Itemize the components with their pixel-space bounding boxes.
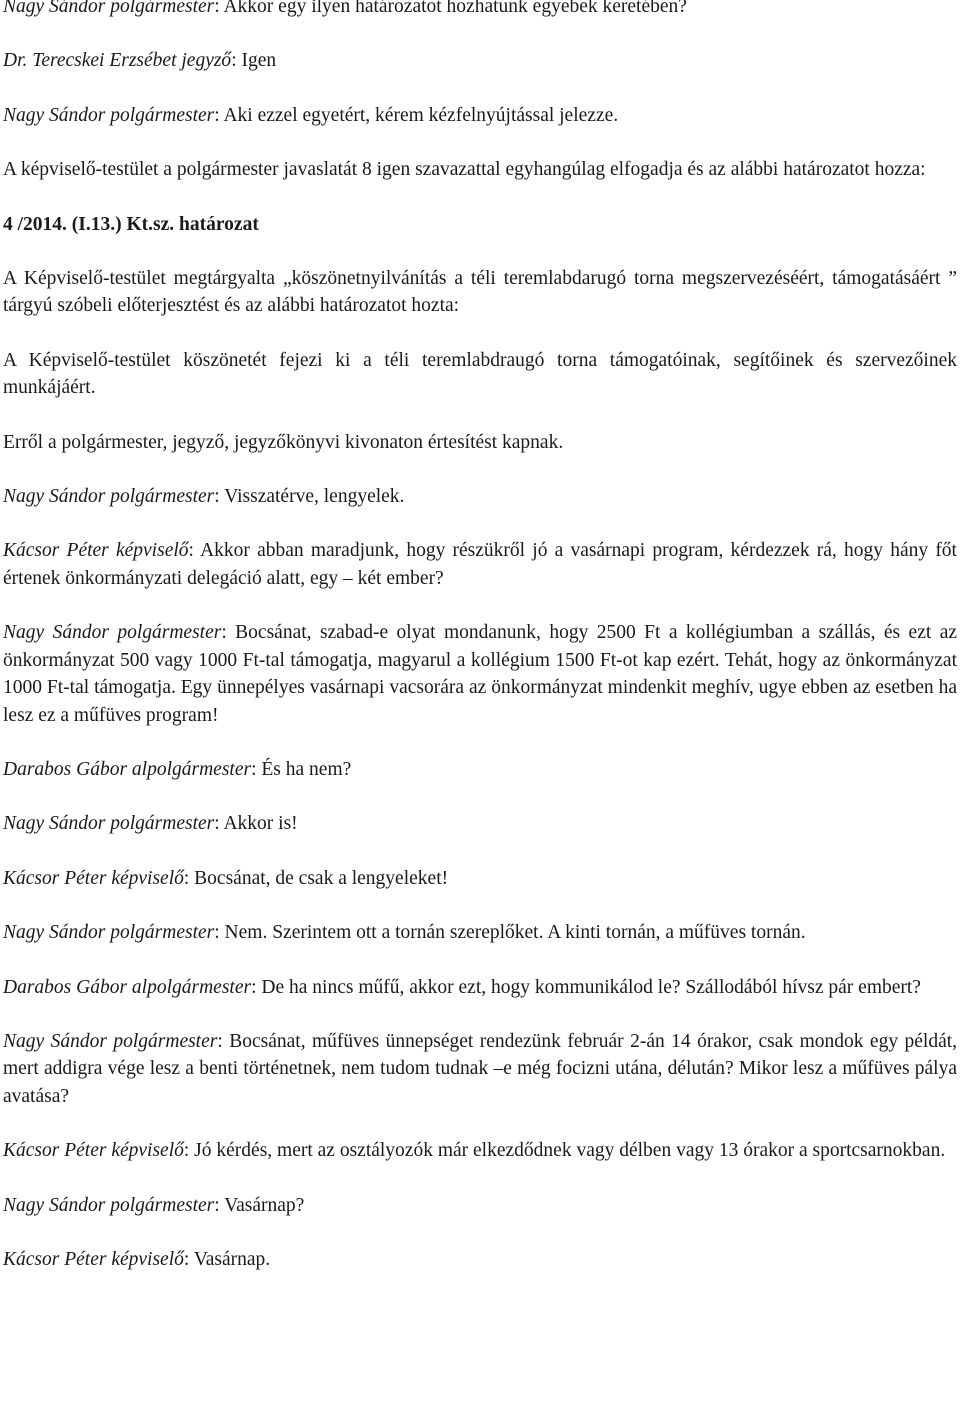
dialogue-paragraph: Nagy Sándor polgármester: Akkor is!: [3, 813, 298, 835]
speech-text: Aki ezzel egyetért, kérem kézfelnyújtással jelezze.: [223, 104, 619, 126]
speaker-name: Nagy Sándor polgármester: [3, 922, 215, 944]
paragraph: Dr. Terecskei Erzsébet jegyző: Igen: [3, 50, 277, 72]
speech-text: Nem. Szerintem ott a tornán szereplőket. A kinti tornán, a műfüves tornán.: [224, 922, 806, 944]
speaker-name: Nagy Sándor polgármester: [3, 813, 215, 835]
speech-text: Akkor egy ilyen határozatot hozhatunk egyebek keretében?: [223, 0, 687, 17]
speech-text: Bocsánat, szabad-e olyat mondanunk, hogy 2500 Ft a kollégiumban a szállás, és ezt az önkormányzat 500 vagy 1000 Ft-tal támogatja, magyarul a kollégium 1500 Ft-ot kap ezért. Tehát, hogy az önkormányzat 1000 Ft-tal támogatja. Egy ünnepélyes vasárnapi vacsorára az önkormányzat mindenkit meghív, ugye ebben az esetben ha lesz ez a műfüves program!: [3, 622, 957, 726]
dialogue-paragraph: Nagy Sándor polgármester: Visszatérve, lengyelek.: [3, 486, 405, 508]
dialogue-paragraph: Nagy Sándor polgármester: Vasárnap?: [3, 1194, 305, 1216]
speech-text: Igen: [241, 50, 277, 72]
resolution-body: A Képviselő-testület köszönetét fejezi ki a téli teremlabdraugó torna támogatóinak, segítőinek és szervezőinek munkájáért.: [3, 349, 957, 399]
speaker-name: Nagy Sándor polgármester: [3, 622, 222, 644]
speaker-name: Nagy Sándor polgármester: [3, 1030, 218, 1052]
speech-text: De ha nincs műfű, akkor ezt, hogy kommunikálod le? Szállodából hívsz pár embert?: [261, 976, 921, 998]
dialogue-paragraph: Nagy Sándor polgármester: Bocsánat, műfüves ünnepséget rendezünk február 2-án 14 órakor, csak mondok egy példát, mert addigra vége lesz a benti történetnek, nem tudom tudnak –e még focizni utána, délután? Mikor lesz a műfüves pálya avatása?: [3, 1030, 958, 1107]
resolution-intro: A Képviselő-testület megtárgyalta „köszönetnyilvánítás a téli teremlabdarugó torna megszervezéséért, támogatásáért ” tárgyú szóbeli előterjesztést és az alábbi határozatot hozta:: [3, 268, 957, 317]
dialogue-paragraph: Nagy Sándor polgármester: Bocsánat, szabad-e olyat mondanunk, hogy 2500 Ft a kollégiumban a szállás, és ezt az önkormányzat 500 vagy 1000 Ft-tal támogatja, magyarul a kollégium 1500 Ft-ot kap ezért. Tehát, hogy az önkormányzat 1000 Ft-tal támogatja. Egy ünnepélyes vasárnapi vacsorára az önkormányzat mindenkit meghív, ugye ebben az esetben ha lesz ez a műfüves program!: [3, 622, 957, 726]
speech-text: Vasárnap.: [193, 1248, 271, 1270]
speaker-name: Darabos Gábor alpolgármester: [3, 758, 252, 780]
dialogue-paragraph: Darabos Gábor alpolgármester: De ha nincs műfű, akkor ezt, hogy kommunikálod le? Szállodából hívsz pár embert?: [3, 976, 921, 998]
dialogue-paragraph: Nagy Sándor polgármester: Nem. Szerintem ott a tornán szereplőket. A kinti tornán, a műfüves tornán.: [3, 922, 806, 944]
document-page: [3, 0, 957, 1300]
dialogue-paragraph: Kácsor Péter képviselő: Vasárnap.: [3, 1248, 271, 1270]
speech-text: Vasárnap?: [224, 1194, 305, 1216]
speaker-name: Nagy Sándor polgármester: [3, 1194, 215, 1216]
dialogue-paragraph: Kácsor Péter képviselő: Akkor abban maradjunk, hogy részükről jó a vasárnapi program, kérdezzek rá, hogy hány főt értenek önkormányzati delegáció alatt, egy – két ember?: [3, 540, 957, 589]
paragraph: Nagy Sándor polgármester: Aki ezzel egyetért, kérem kézfelnyújtással jelezze.: [3, 104, 619, 126]
resolution-notice: Erről a polgármester, jegyző, jegyzőkönyvi kivonaton értesítést kapnak.: [3, 431, 564, 453]
speaker-name: Dr. Terecskei Erzsébet jegyző: [3, 50, 232, 72]
speaker-name: Kácsor Péter képviselő: [3, 540, 189, 562]
speech-text: És ha nem?: [261, 758, 352, 780]
speech-text: Jó kérdés, mert az osztályozók már elkezdődnek vagy délben vagy 13 órakor a sportcsarnokban.: [194, 1140, 946, 1162]
dialogue-section: [3, 483, 957, 1273]
speaker-name: Kácsor Péter képviselő: [3, 867, 184, 889]
speech-text: Bocsánat, de csak a lengyeleket!: [194, 867, 449, 889]
speech-text: Akkor abban maradjunk, hogy részükről jó a vasárnapi program, kérdezzek rá, hogy hány főt értenek önkormányzati delegáció alatt, egy – két ember?: [3, 540, 957, 589]
vote-paragraph: A képviselő-testület a polgármester javaslatát 8 igen szavazattal egyhangúlag elfogadja és az alábbi határozatot hozza:: [3, 159, 926, 181]
dialogue-paragraph: Kácsor Péter képviselő: Bocsánat, de csak a lengyeleket!: [3, 867, 449, 889]
dialogue-paragraph: Kácsor Péter képviselő: Jó kérdés, mert az osztályozók már elkezdődnek vagy délben vagy 13 órakor a sportcsarnokban.: [3, 1140, 946, 1162]
resolution-title: 4 /2014. (I.13.) Kt.sz. határozat: [3, 213, 259, 235]
speaker-name: Darabos Gábor alpolgármester: [3, 976, 252, 998]
speech-text: Visszatérve, lengyelek.: [224, 486, 405, 508]
speaker-name: Nagy Sándor polgármester: [3, 104, 215, 126]
speech-text: Akkor is!: [223, 813, 298, 835]
paragraph: Nagy Sándor polgármester: Akkor egy ilyen határozatot hozhatunk egyebek keretében?: [3, 0, 957, 20]
speaker-name: Nagy Sándor polgármester: [3, 486, 215, 508]
dialogue-paragraph: Darabos Gábor alpolgármester: És ha nem?: [3, 758, 352, 780]
speech-text: Bocsánat, műfüves ünnepséget rendezünk február 2-án 14 órakor, csak mondok egy példát, mert addigra vége lesz a benti történetnek, nem tudom tudnak –e még focizni utána, délután? Mikor lesz a műfüves pálya avatása?: [3, 1030, 958, 1107]
speaker-name: Kácsor Péter képviselő: [3, 1248, 184, 1270]
speaker-name: Nagy Sándor polgármester: [3, 0, 215, 17]
speaker-name: Kácsor Péter képviselő: [3, 1140, 184, 1162]
